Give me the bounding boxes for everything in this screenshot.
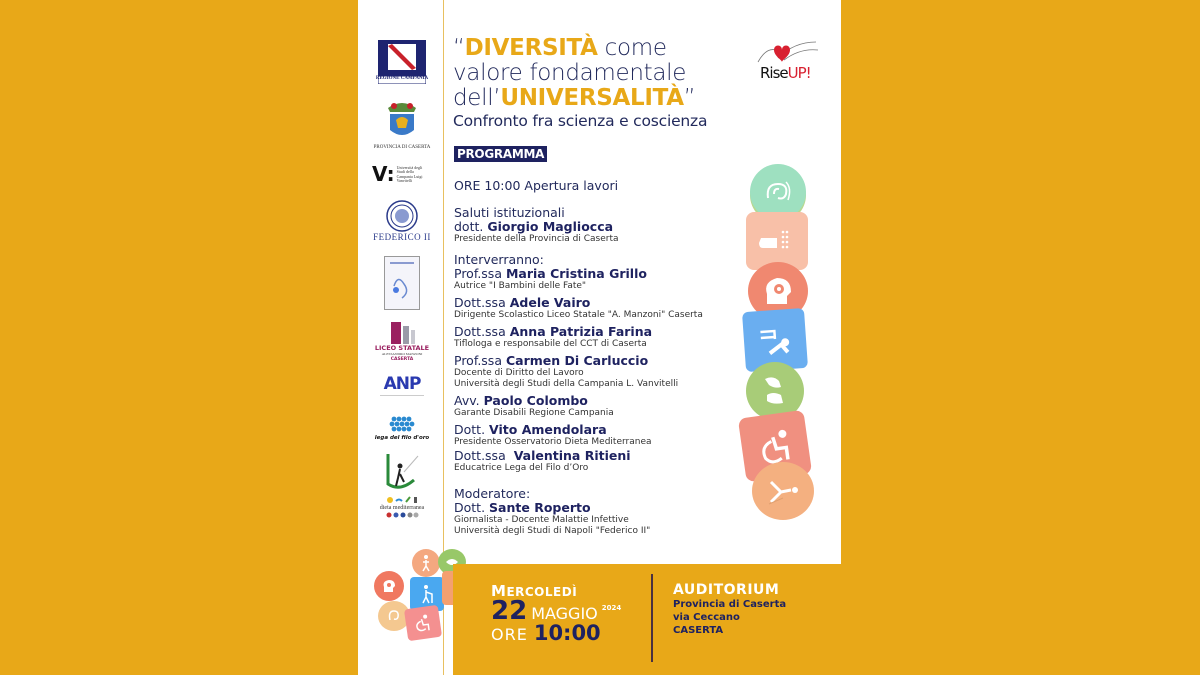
vanvitelli-v-mark: V: bbox=[372, 162, 395, 186]
event-title: “DIVERSITÀ come valore fondamentale dell’UNIVERSALITÀ” Confronto fra scienza e coscienza bbox=[453, 36, 753, 130]
event-date-time bbox=[491, 582, 621, 645]
speaker-name: Avv. Paolo Colombo bbox=[454, 393, 588, 408]
liceo-building-icon bbox=[385, 320, 419, 344]
logo-cct bbox=[372, 452, 432, 490]
title-highlight-universalita: UNIVERSALITÀ bbox=[500, 85, 684, 111]
walking-person-icon bbox=[412, 549, 440, 577]
dieta-icons bbox=[385, 496, 419, 504]
logo-anp: ANP bbox=[372, 374, 432, 400]
logo-book-cover bbox=[372, 256, 432, 310]
riseup-logo: RiseUP! bbox=[754, 38, 824, 90]
decorative-icon-cluster bbox=[366, 545, 456, 675]
partner-mini-logos bbox=[385, 512, 419, 518]
sponsor-logos bbox=[358, 0, 443, 560]
speaker-name: Prof.ssa Maria Cristina Grillo bbox=[454, 266, 647, 281]
logo-dieta-mediterranea: dieta mediterranea bbox=[372, 496, 432, 518]
speaker-name: dott. Giorgio Magliocca bbox=[454, 219, 614, 234]
logo-provincia-caserta: PROVINCIA DI CASERTA bbox=[372, 98, 432, 151]
programma-badge: PROGRAMMA bbox=[454, 146, 547, 162]
title-highlight-diversita: DIVERSITÀ bbox=[464, 35, 598, 61]
opening-time: ORE 10:00 Apertura lavori bbox=[454, 178, 619, 193]
speaker-name: Prof.ssa Carmen Di Carluccio bbox=[454, 353, 649, 368]
mind-gear-icon bbox=[374, 571, 404, 601]
speaker-name: Dott.ssa Valentina Ritieni bbox=[454, 448, 631, 463]
speaker-role: Presidente Osservatorio Dieta Mediterranea bbox=[454, 437, 652, 447]
blind-person-logo-icon bbox=[384, 452, 420, 490]
moderator-name: Dott. Sante Roperto bbox=[454, 500, 591, 515]
speaker-role: Presidente della Provincia di Caserta bbox=[454, 234, 619, 244]
event-subtitle: Confronto fra scienza e coscienza bbox=[453, 112, 708, 130]
federico-ii-seal-icon bbox=[386, 200, 418, 232]
book-cover-icon bbox=[384, 256, 420, 310]
speaker-name: Dott.ssa Adele Vairo bbox=[454, 295, 591, 310]
speaker-role: Tiflologa e responsabile del CCT di Caserta bbox=[454, 339, 647, 349]
event-weekday: MERCOLEDÌ bbox=[491, 582, 578, 600]
logo-regione-campania: REGIONE CAMPANIA bbox=[372, 40, 432, 82]
greetings-label: Saluti istituzionali bbox=[454, 205, 565, 220]
blind-cane-icon bbox=[752, 462, 814, 520]
speaker-role: Docente di Diritto del Lavoro bbox=[454, 368, 584, 378]
speaker-role: Università degli Studi della Campania L. Vanvitelli bbox=[454, 379, 679, 389]
event-date: 22 MAGGIO 2024 bbox=[491, 596, 622, 626]
accessibility-icon-stack bbox=[740, 162, 820, 522]
logo-lega-filo-doro: lega del filo d'oro bbox=[372, 416, 432, 441]
speaker-role: Garante Disabili Regione Campania bbox=[454, 408, 614, 418]
moderator-label: Moderatore: bbox=[454, 486, 531, 501]
footer-divider bbox=[651, 574, 653, 662]
provincia-crest-icon bbox=[382, 98, 422, 144]
speaker-role: Dirigente Scolastico Liceo Statale "A. Manzoni" Caserta bbox=[454, 310, 703, 320]
speaker-name: Dott. Vito Amendolara bbox=[454, 422, 607, 437]
lega-dots-icon bbox=[388, 416, 416, 434]
event-venue: AUDITORIUM Provincia di Caserta via Ceccano CASERTA bbox=[673, 582, 787, 636]
event-footer bbox=[453, 564, 841, 675]
speaker-role: Educatrice Lega del Filo d’Oro bbox=[454, 463, 589, 473]
moderator-role: Università degli Studi di Napoli "Federico II" bbox=[454, 526, 651, 536]
speaker-role: Autrice "I Bambini delle Fate" bbox=[454, 281, 587, 291]
logo-federico-ii: FEDERICO II bbox=[372, 200, 432, 243]
logo-liceo-manzoni: LICEO STATALE ALESSANDRO MANZONI CASERTA bbox=[372, 320, 432, 363]
moderator-role: Giornalista - Docente Malattie Infettive bbox=[454, 515, 629, 525]
event-time: ORE 10:00 bbox=[491, 621, 601, 645]
speakers-label: Interverranno: bbox=[454, 252, 544, 267]
logo-universita-vanvitelli: V: Università degli Studi della Campania Luigi Vanvitelli bbox=[372, 162, 423, 186]
program-list bbox=[454, 178, 754, 541]
speaker-name: Dott.ssa Anna Patrizia Farina bbox=[454, 324, 653, 339]
wheelchair-icon bbox=[404, 605, 442, 641]
